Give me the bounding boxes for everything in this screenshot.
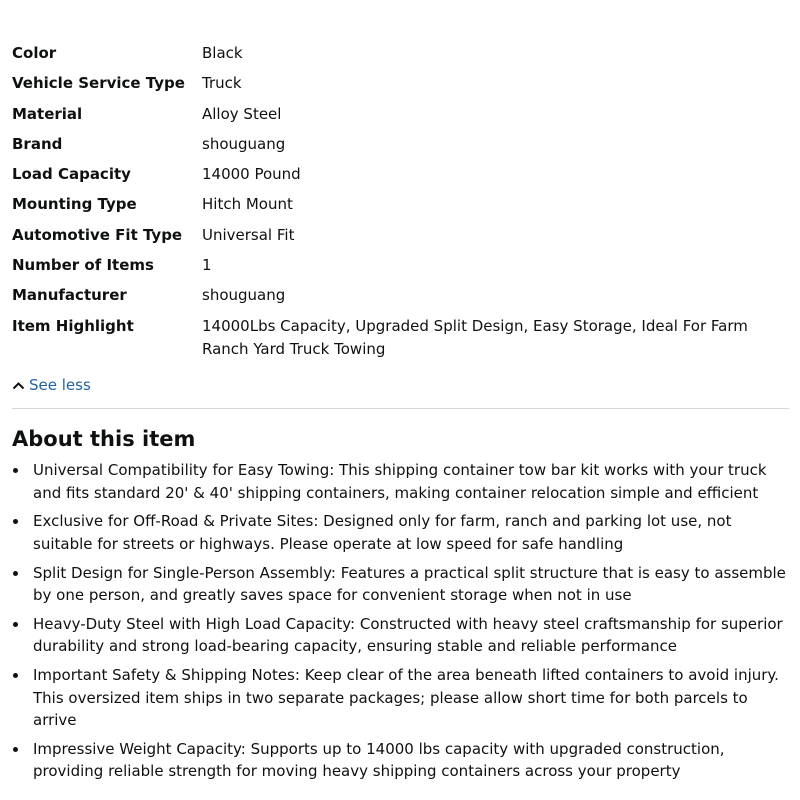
about-this-item-heading: About this item [12, 427, 196, 451]
spec-row-mounting-type [12, 193, 792, 216]
bullet-text: Universal Compatibility for Easy Towing: This shipping container tow bar kit works with your truck and fits standard 20' & 40' shipping containers, making container relocation simple and efficient [33, 461, 767, 502]
spec-value: 14000Lbs Capacity, Upgraded Split Design, Easy Storage, Ideal For Farm Ranch Yard Truck Towing [202, 316, 748, 358]
chevron-up-icon [12, 381, 25, 390]
bullet-dot [13, 622, 18, 627]
about-bullet [12, 613, 792, 658]
bullet-text: Heavy-Duty Steel with High Load Capacity: Constructed with heavy steel craftsmanship for superior durability and strong load-bearing capacity, ensuring stable and reliable performance [33, 614, 783, 656]
spec-key: Automotive Fit Type [12, 225, 183, 244]
about-bullet [12, 664, 792, 732]
spec-row-load-capacity [12, 163, 792, 186]
spec-row-item-highlight [12, 315, 792, 361]
spec-key: Brand [12, 134, 63, 153]
spec-row-automotive-fit-type [12, 224, 792, 247]
spec-value: 1 [202, 256, 212, 275]
spec-value: Alloy Steel [202, 104, 282, 123]
spec-key: Color [12, 44, 57, 62]
about-bullet [12, 562, 792, 607]
spec-value: Universal Fit [202, 225, 295, 244]
bullet-text: Impressive Weight Capacity: Supports up to 14000 lbs capacity with upgraded construction, providing reliable strength for moving heavy shipping containers across your property [33, 739, 725, 781]
spec-row-manufacturer [12, 284, 792, 307]
spec-row-number-of-items [12, 254, 792, 277]
spec-value: Truck [202, 74, 242, 93]
about-bullet [12, 510, 792, 555]
spec-value: Hitch Mount [202, 195, 293, 214]
spec-key: Load Capacity [12, 165, 131, 184]
spec-row-brand [12, 133, 792, 156]
about-bullets-list [12, 459, 792, 789]
spec-key: Item Highlight [12, 316, 134, 335]
spec-key: Mounting Type [12, 195, 137, 214]
about-bullet [12, 459, 792, 504]
spec-value: 14000 Pound [202, 165, 301, 184]
bullet-dot [13, 673, 18, 678]
spec-key: Vehicle Service Type [12, 74, 185, 93]
bullet-dot [13, 571, 18, 576]
spec-row-vehicle-service-type [12, 72, 792, 95]
spec-row-color [12, 42, 792, 65]
about-bullet [12, 738, 792, 783]
spec-value: Black [202, 44, 243, 62]
bullet-dot [13, 747, 18, 752]
spec-value: shouguang [202, 286, 286, 305]
bullet-text: Exclusive for Off-Road & Private Sites: Designed only for farm, ranch and parking lot use, not suitable for streets or highways. Please operate at low speed for safe handling [33, 512, 732, 553]
bullet-dot [13, 519, 18, 524]
spec-key: Material [12, 104, 83, 123]
bullet-text: Important Safety & Shipping Notes: Keep clear of the area beneath lifted containers to avoid injury. This oversized item ships in two separate packages; please allow short time for both parcels to arrive [33, 666, 779, 730]
see-less-label[interactable]: See less [29, 376, 91, 394]
bullet-dot [13, 468, 18, 473]
section-divider [12, 408, 789, 409]
spec-key: Manufacturer [12, 286, 127, 305]
spec-value: shouguang [202, 134, 286, 153]
bullet-text: Split Design for Single-Person Assembly: Features a practical split structure that is easy to assemble by one person, and greatly saves space for convenient storage when not in use [33, 563, 786, 605]
product-specs-table [12, 42, 792, 368]
spec-key: Number of Items [12, 256, 154, 275]
see-less-link[interactable] [12, 375, 91, 395]
spec-row-material [12, 103, 792, 126]
